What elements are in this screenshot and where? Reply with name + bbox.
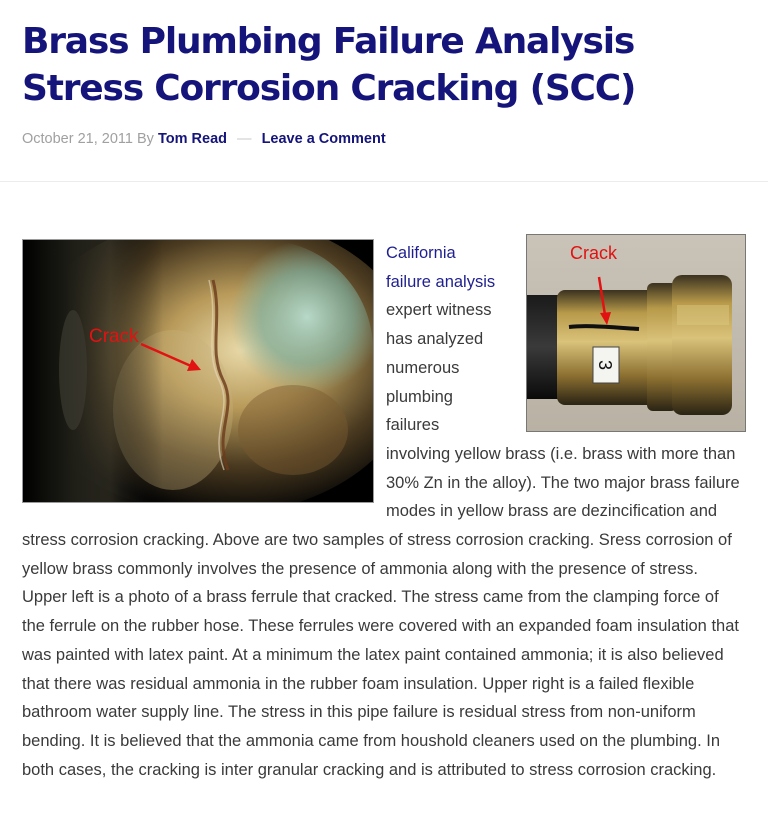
header-divider [0, 181, 768, 182]
post-date: October 21, 2011 [22, 131, 133, 147]
post-meta [22, 128, 746, 150]
ferrule-crack-photo [22, 239, 374, 503]
post-content [0, 190, 768, 784]
by-label: By [137, 131, 154, 147]
article-body-text: expert witness has analyzed numerous plumbing failures involving yellow brass (i.e. brass with more than 30% Zn in the alloy). The two major brass failure modes in yellow brass are dezincification and stress corrosion cracking. Above are two samples of stress corrosion cracking. Sress corrosion of yellow brass commonly involves the presence of ammonia along with the presence of stress. Upper left is a photo of a brass ferrule that cracked. The stress came from the clamping force of the ferrule on the rubber hose. These ferrules were covered with an expanded foam insulation that was painted with latex paint. At a minimum the latex paint contained ammonia; it is also believed that there was residual ammonia in the rubber foam insulation. Upper right is a failed flexible bathroom water supply line. The stress in this pipe failure is residual stress from non-uniform bending. It is believed that the ammonia came from houshold cleaners used on the plumbing. In both cases, the cracking is inter granular cracking and is attributed to stress corrosion cracking. [22, 301, 740, 779]
meta-separator: — [237, 131, 252, 147]
page-title: Brass Plumbing Failure Analysis Stress Corrosion Cracking (SCC) [22, 21, 636, 109]
leave-comment-link[interactable]: Leave a Comment [261, 131, 386, 147]
california-failure-analysis-link[interactable]: California failure analysis [386, 244, 496, 291]
ferrule-photo-graphic [23, 240, 373, 502]
supply-line-crack-photo [526, 234, 746, 432]
right-crack-label: Crack [570, 243, 618, 263]
post-header [0, 0, 768, 150]
left-crack-label: Crack [89, 326, 139, 347]
supply-line-photo-graphic [527, 235, 745, 431]
author-link[interactable]: Tom Read [157, 131, 227, 147]
sample-tag-number: 3 [595, 359, 615, 371]
